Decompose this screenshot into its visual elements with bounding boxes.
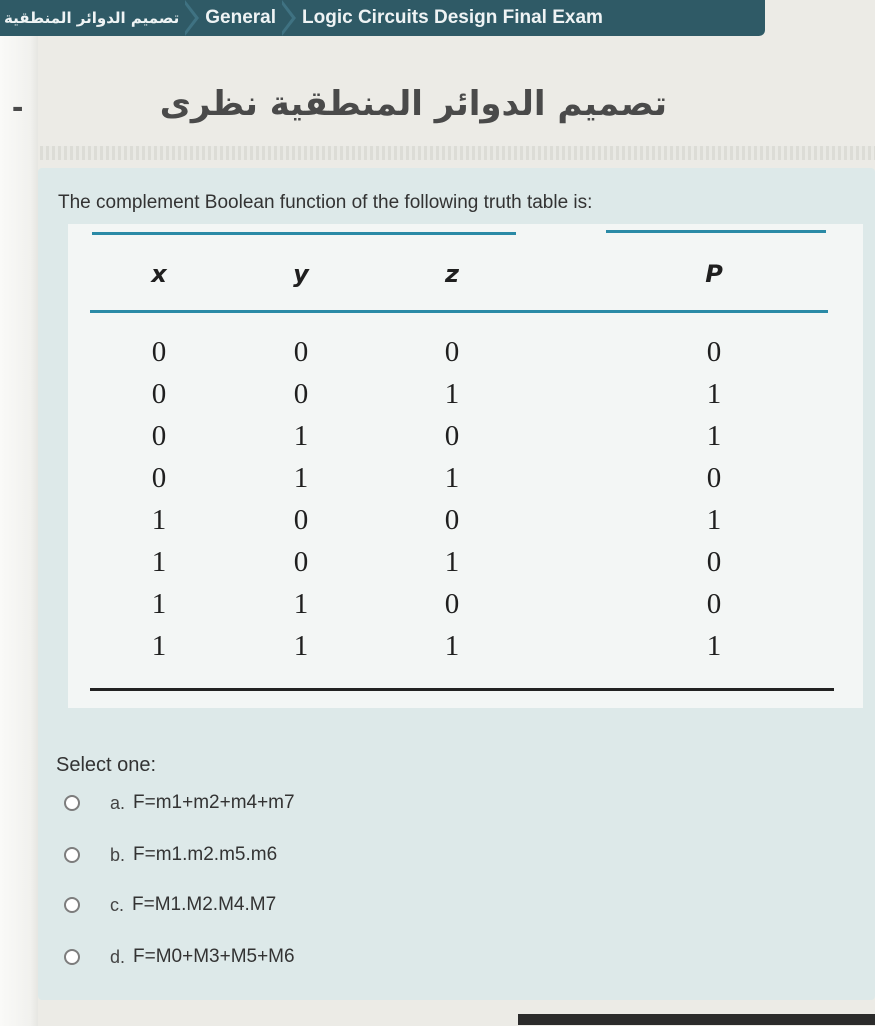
option-text: F=m1.m2.m5.m6 bbox=[133, 844, 278, 865]
table-cell-y: 1 bbox=[293, 630, 309, 662]
table-cell-x: 0 bbox=[151, 378, 167, 410]
breadcrumb-general[interactable]: General bbox=[205, 7, 277, 28]
table-cell-z: 1 bbox=[444, 462, 460, 494]
table-cell-z: 0 bbox=[444, 336, 460, 368]
radio-button[interactable] bbox=[64, 949, 80, 965]
option-letter: c. bbox=[110, 894, 125, 915]
table-header-rule bbox=[90, 310, 828, 313]
page-title-dash: - bbox=[12, 88, 24, 126]
truth-table bbox=[68, 224, 863, 708]
option-letter: a. bbox=[110, 792, 126, 813]
title-divider bbox=[40, 146, 875, 160]
table-cell-x: 0 bbox=[151, 420, 167, 452]
select-one-prompt: Select one: bbox=[56, 754, 157, 776]
table-cell-p: 0 bbox=[706, 546, 722, 578]
breadcrumb-exam[interactable]: Logic Circuits Design Final Exam bbox=[302, 7, 603, 28]
table-cell-y: 1 bbox=[293, 588, 309, 620]
radio-button[interactable] bbox=[64, 847, 80, 863]
table-cell-y: 0 bbox=[293, 504, 309, 536]
table-cell-p: 0 bbox=[706, 588, 722, 620]
table-cell-y: 1 bbox=[293, 420, 309, 452]
table-cell-x: 0 bbox=[151, 462, 167, 494]
table-cell-p: 1 bbox=[706, 630, 722, 662]
table-cell-y: 0 bbox=[293, 546, 309, 578]
table-cell-x: 1 bbox=[151, 504, 167, 536]
table-cell-z: 1 bbox=[444, 378, 460, 410]
table-cell-x: 1 bbox=[151, 546, 167, 578]
table-header-z: z bbox=[445, 260, 459, 288]
table-cell-y: 1 bbox=[293, 462, 309, 494]
radio-button[interactable] bbox=[64, 897, 80, 913]
table-header-y: y bbox=[293, 260, 309, 288]
table-cell-y: 0 bbox=[293, 336, 309, 368]
table-cell-x: 0 bbox=[151, 336, 167, 368]
table-cell-p: 1 bbox=[706, 378, 722, 410]
table-cell-p: 0 bbox=[706, 336, 722, 368]
option-letter: d. bbox=[110, 946, 126, 967]
left-edge-strip bbox=[0, 36, 38, 1026]
breadcrumb-course[interactable]: تصميم الدوائر المنطقية bbox=[4, 9, 180, 27]
option-text: F=M0+M3+M5+M6 bbox=[133, 946, 295, 967]
table-header-p: P bbox=[705, 260, 723, 288]
option-text: F=M1.M2.M4.M7 bbox=[132, 894, 277, 915]
table-cell-p: 1 bbox=[706, 504, 722, 536]
answer-option-c[interactable] bbox=[64, 890, 276, 920]
table-cell-z: 0 bbox=[444, 588, 460, 620]
table-cell-p: 0 bbox=[706, 462, 722, 494]
option-text: F=m1+m2+m4+m7 bbox=[133, 792, 295, 813]
table-cell-y: 0 bbox=[293, 378, 309, 410]
answer-option-a[interactable] bbox=[64, 788, 295, 818]
answer-option-b[interactable] bbox=[64, 840, 277, 870]
table-bottom-rule bbox=[90, 688, 834, 691]
table-cell-z: 1 bbox=[444, 546, 460, 578]
breadcrumb-separator-icon bbox=[185, 0, 199, 36]
table-cell-z: 0 bbox=[444, 504, 460, 536]
table-cell-p: 1 bbox=[706, 420, 722, 452]
table-cell-z: 1 bbox=[444, 630, 460, 662]
breadcrumb-separator-icon bbox=[282, 0, 296, 36]
bottom-edge-bar bbox=[518, 1014, 875, 1025]
table-cell-x: 1 bbox=[151, 630, 167, 662]
table-cell-x: 1 bbox=[151, 588, 167, 620]
answer-option-d[interactable] bbox=[64, 942, 295, 972]
table-top-rule bbox=[92, 232, 516, 235]
breadcrumb bbox=[0, 0, 765, 36]
table-top-rule bbox=[606, 230, 826, 233]
question-text: The complement Boolean function of the following truth table is: bbox=[58, 192, 593, 213]
question-card bbox=[38, 168, 875, 1000]
table-cell-z: 0 bbox=[444, 420, 460, 452]
radio-button[interactable] bbox=[64, 795, 80, 811]
page-title: تصميم الدوائر المنطقية نظرى bbox=[159, 84, 667, 124]
table-header-x: x bbox=[151, 260, 167, 288]
option-letter: b. bbox=[110, 844, 126, 865]
